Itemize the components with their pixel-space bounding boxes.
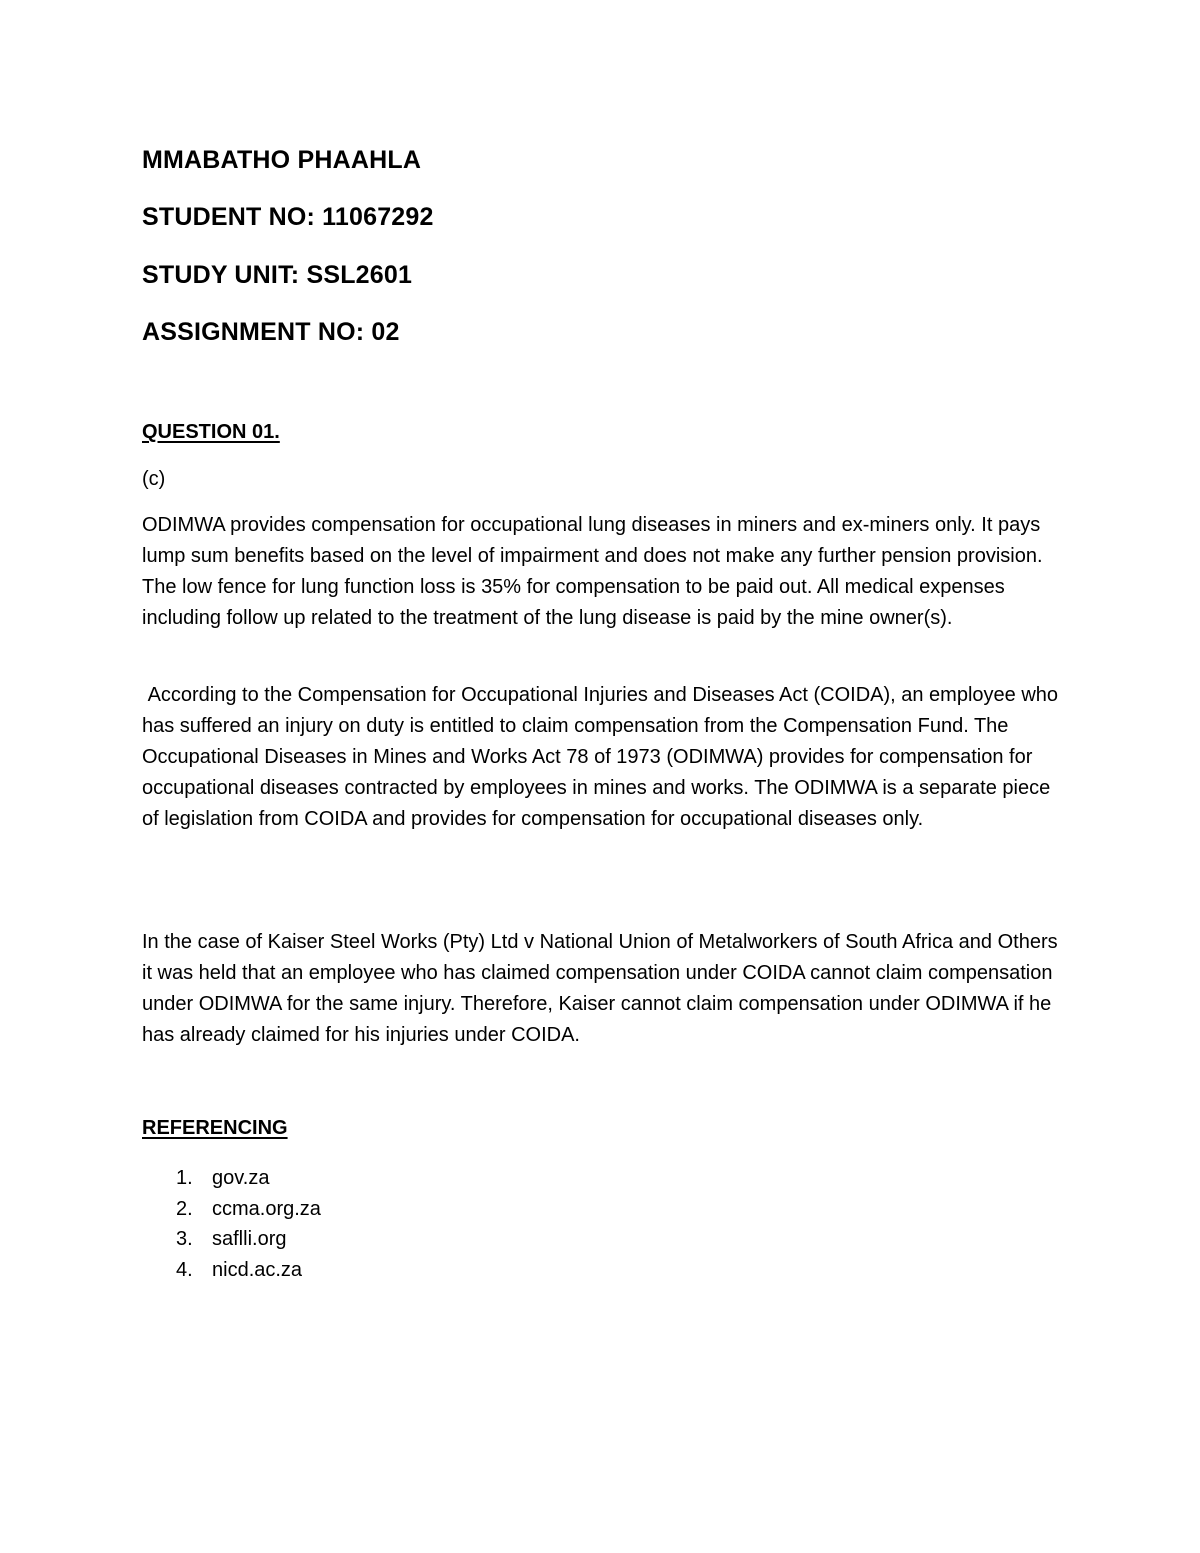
reference-item: [142, 1163, 321, 1194]
reference-text: saflli.org: [212, 1228, 287, 1250]
reference-number: 1.: [176, 1167, 193, 1189]
reference-list: [142, 1163, 321, 1285]
reference-text: gov.za: [212, 1167, 270, 1189]
answer-paragraph-2: According to the Compensation for Occupational Injuries and Diseases Act (COIDA), an employee who has suffered an injury on duty is entitled to claim compensation from the Compensation Fund. The Occupational Diseases in Mines and Works Act 78 of 1973 (ODIMWA) provides for compensation for occupational diseases contracted by employees in mines and works. The ODIMWA is a separate piece of legislation from COIDA and provides for compensation for occupational diseases only.: [142, 684, 1064, 830]
question-part-label: (c): [142, 468, 166, 490]
reference-item: [142, 1255, 321, 1286]
study-unit: STUDY UNIT: SSL2601: [142, 261, 413, 289]
student-name: MMABATHO PHAAHLA: [142, 146, 422, 174]
referencing-heading: REFERENCING: [142, 1117, 288, 1139]
reference-number: 4.: [176, 1258, 193, 1281]
question-heading: QUESTION 01.: [142, 421, 280, 443]
reference-item: [142, 1224, 321, 1255]
answer-paragraph-1: ODIMWA provides compensation for occupational lung diseases in miners and ex-miners only. It pays lump sum benefits based on the level of impairment and does not make any further pension provision. The low fence for lung function loss is 35% for compensation to be paid out. All medical expenses including follow up related to the treatment of the lung disease is paid by the mine owner(s).: [142, 514, 1043, 629]
reference-text: nicd.ac.za: [212, 1258, 303, 1281]
reference-item: [142, 1194, 321, 1225]
reference-text: ccma.org.za: [212, 1197, 321, 1220]
reference-number: 3.: [176, 1228, 193, 1250]
student-number: STUDENT NO: 11067292: [142, 203, 434, 231]
assignment-number: ASSIGNMENT NO: 02: [142, 318, 400, 346]
answer-paragraph-3: In the case of Kaiser Steel Works (Pty) Ltd v National Union of Metalworkers of South Africa and Others it was held that an employee who has claimed compensation under COIDA cannot claim compensation under ODIMWA for the same injury. Therefore, Kaiser cannot claim compensation under ODIMWA if he has already claimed for his injuries under COIDA.: [142, 931, 1058, 1046]
reference-number: 2.: [176, 1197, 193, 1220]
